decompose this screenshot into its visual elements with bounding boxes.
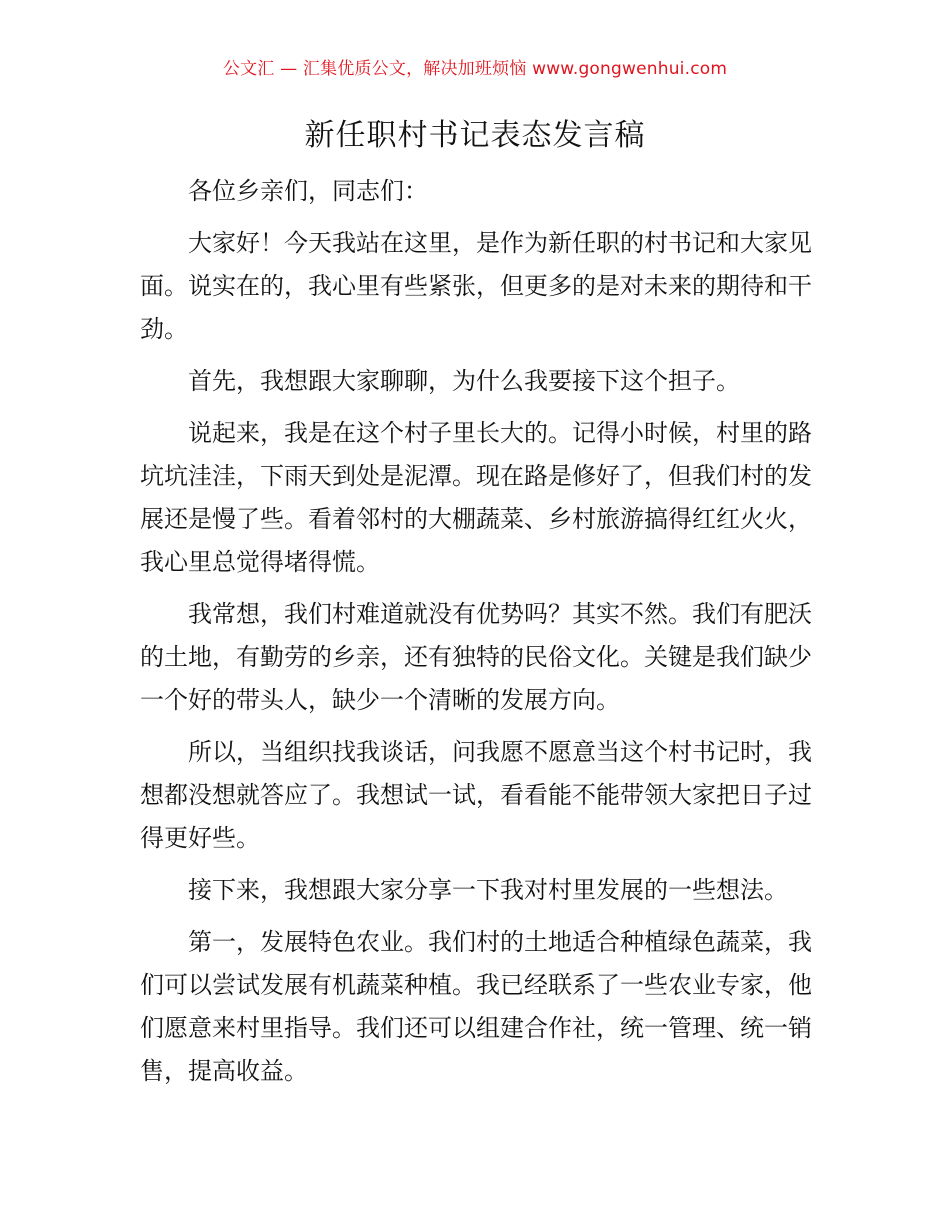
site-banner: 公文汇 — 汇集优质公文，解决加班烦恼 www.gongwenhui.com: [222, 59, 728, 79]
body-paragraph: 大家好！今天我站在这里，是作为新任职的村书记和大家见面。说实在的，我心里有些紧张，但更多的是对未来的期待和干劲。: [140, 229, 812, 343]
document-body: [140, 170, 812, 1102]
salutation-paragraph: 各位乡亲们，同志们：: [188, 177, 428, 205]
body-paragraph: 所以，当组织找我谈话，问我愿不愿意当这个村书记时，我想都没想就答应了。我想试一试，看看能不能带领大家把日子过得更好些。: [140, 738, 812, 852]
body-paragraph: 我常想，我们村难道就没有优势吗？其实不然。我们有肥沃的土地，有勤劳的乡亲，还有独特的民俗文化。关键是我们缺少一个好的带头人，缺少一个清晰的发展方向。: [140, 600, 812, 714]
body-paragraph: 首先，我想跟大家聊聊，为什么我要接下这个担子。: [188, 367, 740, 395]
body-paragraph: 第一，发展特色农业。我们村的土地适合种植绿色蔬菜，我们可以尝试发展有机蔬菜种植。我已经联系了一些农业专家，他们愿意来村里指导。我们还可以组建合作社，统一管理、统一销售，提高收益。: [140, 928, 812, 1085]
body-paragraph: 接下来，我想跟大家分享一下我对村里发展的一些想法。: [188, 876, 788, 904]
body-paragraph: 说起来，我是在这个村子里长大的。记得小时候，村里的路坑坑洼洼，下雨天到处是泥潭。现在路是修好了，但我们村的发展还是慢了些。看着邻村的大棚蔬菜、乡村旅游搞得红红火火，我心里总觉得堵得慌。: [140, 419, 812, 576]
document-title: 新任职村书记表态发言稿: [304, 118, 646, 153]
